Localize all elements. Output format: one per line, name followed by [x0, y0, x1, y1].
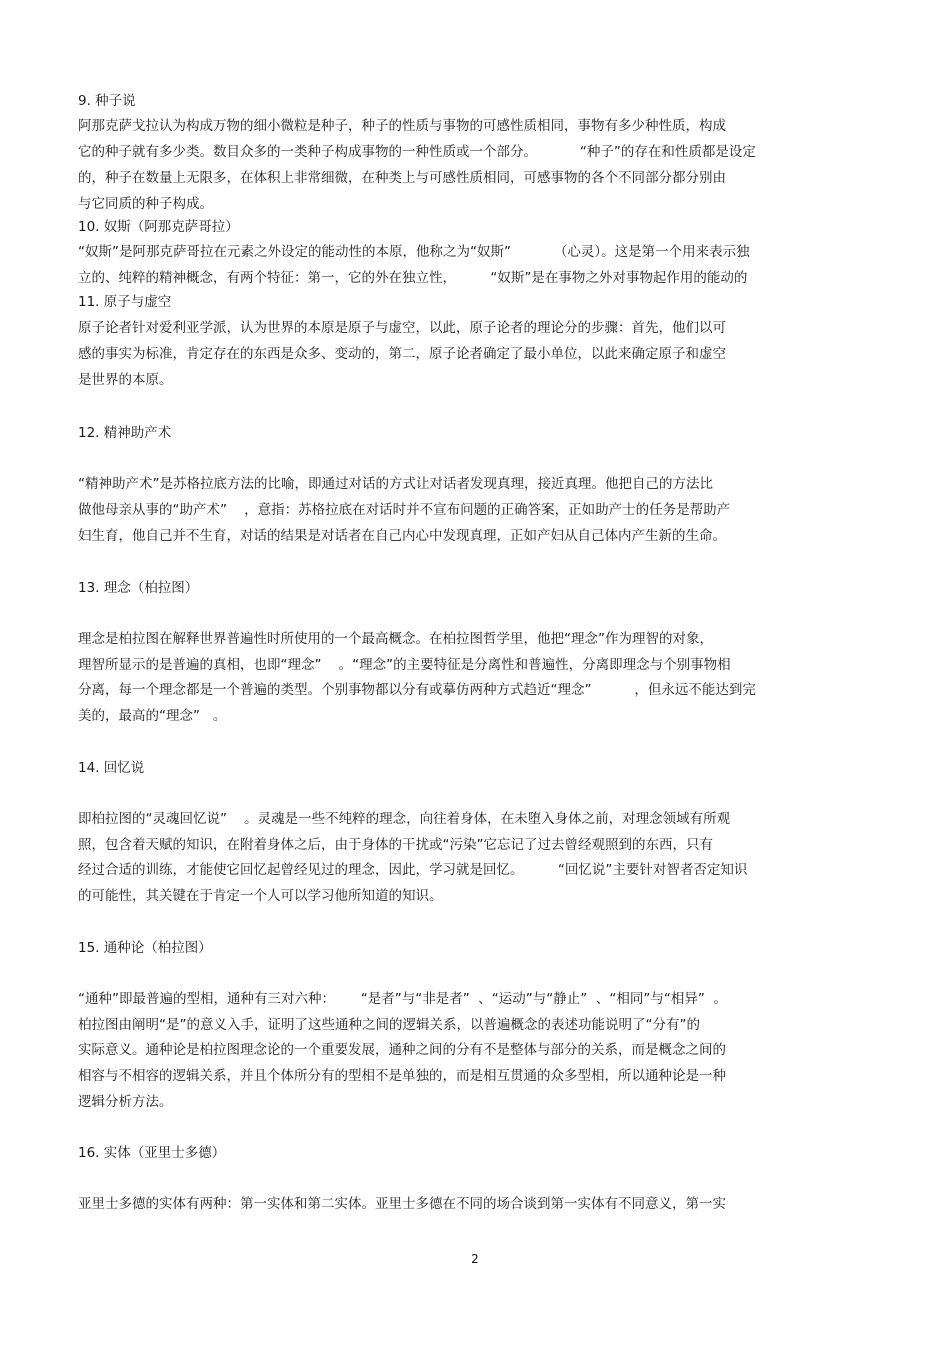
text-line: 立的、纯粹的精神概念，有两个特征：第一，它的外在独立性， “奴斯”是在事物之外对事物起作用的能动的	[78, 270, 748, 286]
text-line: 相容与不相容的逻辑关系，并且个体所分有的型相不是单独的，而是相互贯通的众多型相，所以通种论是一种	[78, 1068, 726, 1084]
text-line: 亚里士多德的实体有两种：第一实体和第二实体。亚里士多德在不同的场合谈到第一实体有不同意义，第一实	[78, 1196, 726, 1212]
text-line: 逻辑分析方法。	[78, 1094, 173, 1110]
text-line: 即柏拉图的“灵魂回忆说” 。灵魂是一些不纯粹的理念，向往着身体，在未堕入身体之前，对理念领域有所观	[78, 811, 731, 827]
text-line: 柏拉图由阐明“是”的意义入手，证明了这些通种之间的逻辑关系，以普遍概念的表述功能说明了“分有”的	[78, 1017, 700, 1033]
text-line: 经过合适的训练，才能使它回忆起曾经见过的理念，因此，学习就是回忆。 “回忆说”主要针对智者否定知识	[78, 862, 748, 878]
text-line: “奴斯”是阿那克萨哥拉在元素之外设定的能动性的本原，他称之为“奴斯” （心灵）。这是第一个用来表示独	[78, 244, 750, 260]
text-line: 的，种子在数量上无限多，在体积上非常细微，在种类上与可感性质相同，可感事物的各个不同部分都分别由	[78, 170, 726, 186]
text-line: 的可能性，其关键在于肯定一个人可以学习他所知道的知识。	[78, 888, 443, 904]
text-line: 妇生育，他自己并不生育，对话的结果是对话者在自己内心中发现真理，正如产妇从自己体内产生新的生命。	[78, 528, 726, 544]
text-line: 16. 实体（亚里士多德）	[78, 1145, 226, 1161]
text-line: 11. 原子与虚空	[78, 294, 172, 310]
text-line: 它的种子就有多少类。数目众多的一类种子构成事物的一种性质或一个部分。 “种子”的存在和性质都是设定	[78, 144, 756, 160]
text-line: 阿那克萨戈拉认为构成万物的细小微粒是种子，种子的性质与事物的可感性质相同，事物有多少种性质，构成	[78, 118, 726, 134]
text-line: 与它同质的种子构成。	[78, 196, 213, 212]
text-line: 14. 回忆说	[78, 760, 145, 776]
text-line: “精神助产术”是苏格拉底方法的比喻，即通过对话的方式让对话者发现真理，接近真理。他把自己的方法比	[78, 476, 713, 492]
text-line: 15. 通种论（柏拉图）	[78, 940, 212, 956]
text-line: 10. 奴斯（阿那克萨哥拉）	[78, 219, 239, 235]
text-line: 理念是柏拉图在解释世界普遍性时所使用的一个最高概念。在柏拉图哲学里，他把“理念”作为理智的对象，	[78, 631, 713, 647]
page-number: 2	[471, 1252, 479, 1266]
text-line: “通种”即最普遍的型相，通种有三对六种： “是者”与“非是者” 、“运动”与“静止” 、“相同”与“相异” 。	[78, 991, 727, 1007]
text-line: 美的，最高的“理念” 。	[78, 708, 227, 724]
text-line: 12. 精神助产术	[78, 425, 172, 441]
text-line: 9. 种子说	[78, 93, 136, 109]
text-line: 照，包含着天赋的知识，在附着身体之后，由于身体的干扰或“污染”它忘记了过去曾经观照到的东西，只有	[78, 837, 713, 853]
text-line: 13. 理念（柏拉图）	[78, 580, 199, 596]
text-line: 原子论者针对爱利亚学派，认为世界的本原是原子与虚空，以此，原子论者的理论分的步骤：首先，他们以可	[78, 320, 726, 336]
text-line: 是世界的本原。	[78, 372, 173, 388]
text-line: 感的事实为标准，肯定存在的东西是众多、变动的，第二，原子论者确定了最小单位，以此来确定原子和虚空	[78, 346, 726, 362]
text-line: 理智所显示的是普遍的真相，也即“理念” 。“理念”的主要特征是分离性和普遍性，分离即理念与个别事物相	[78, 657, 731, 673]
text-line: 分离，每一个理念都是一个普遍的类型。个别事物都以分有或摹仿两种方式趋近“理念” ，但永远不能达到完	[78, 682, 756, 698]
text-line: 实际意义。通种论是柏拉图理念论的一个重要发展，通种之间的分有不是整体与部分的关系，而是概念之间的	[78, 1042, 726, 1058]
text-line: 做他母亲从事的“助产术” ，意指：苏格拉底在对话时并不宣布问题的正确答案，正如助产士的任务是帮助产	[78, 502, 731, 518]
